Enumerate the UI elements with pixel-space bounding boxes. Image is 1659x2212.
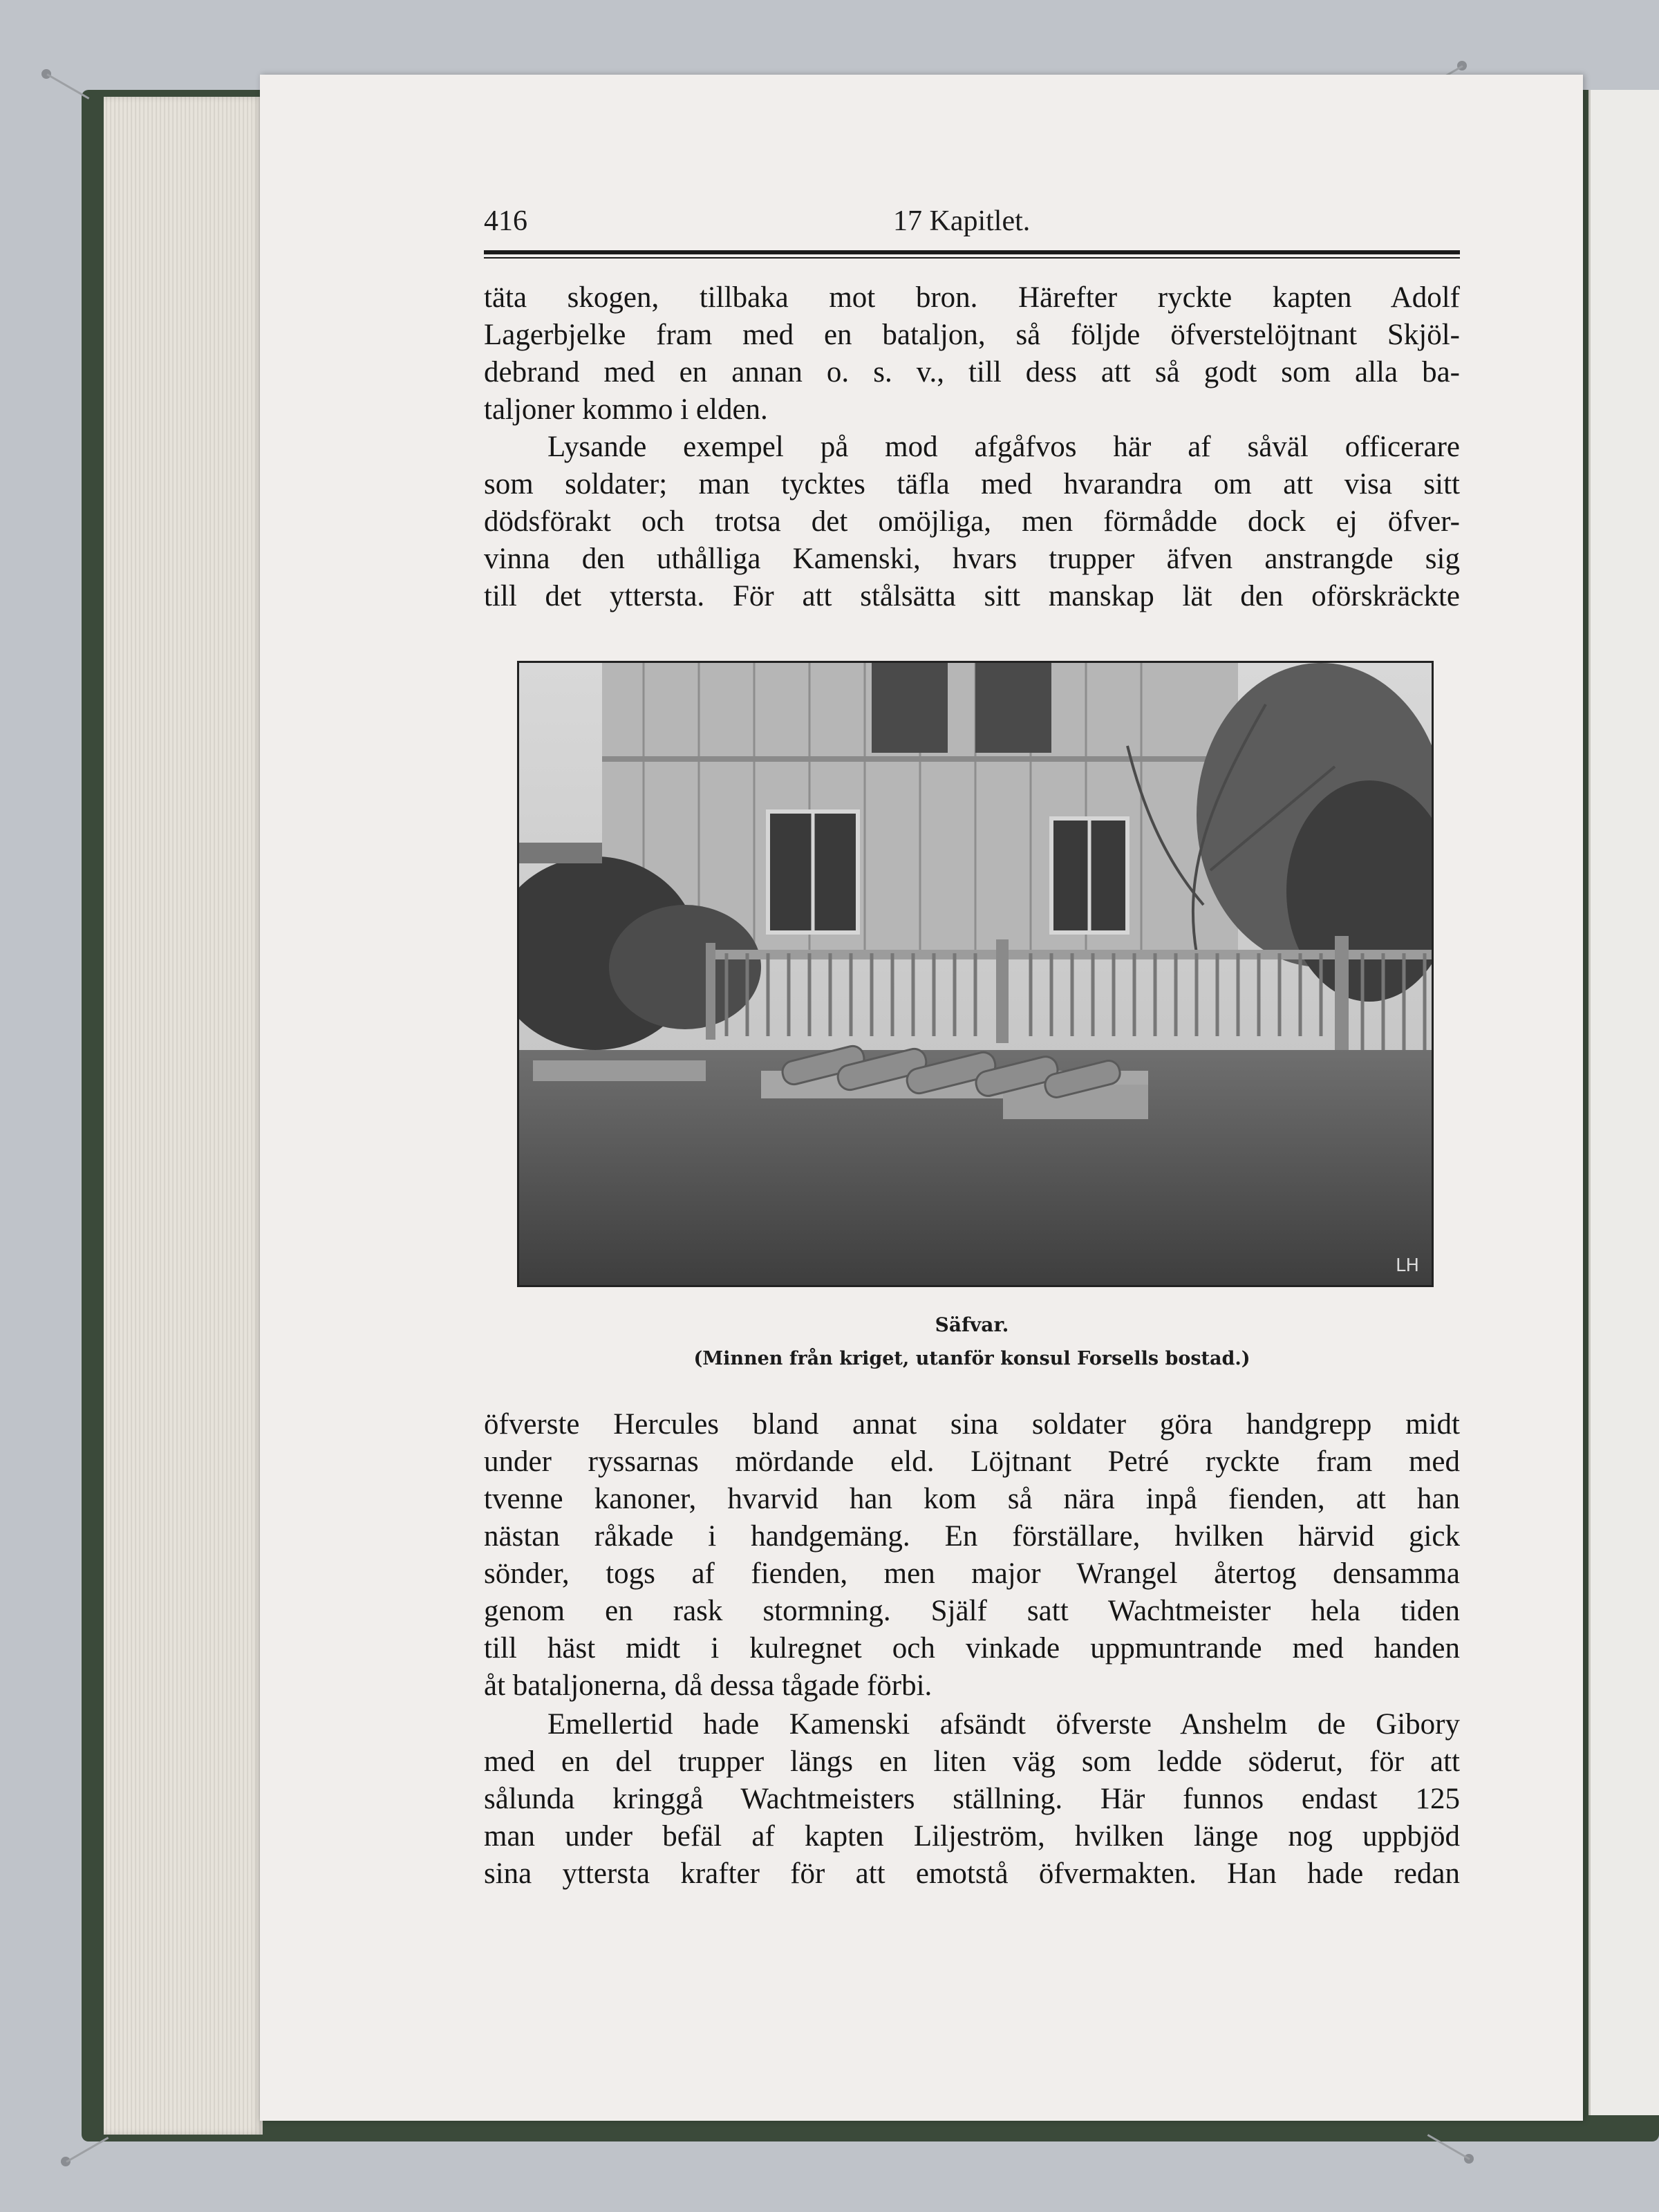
text-line: debrand med en annan o. s. v., till dess att så godt som alla ba- bbox=[484, 356, 1460, 388]
chapter-title: 17 Kapitlet. bbox=[893, 205, 1031, 237]
text-line: sina yttersta krafter för att emotstå öfvermakten. Han hade redan bbox=[484, 1857, 1460, 1890]
paragraph-2 bbox=[484, 429, 1460, 615]
text-line: nästan råkade i handgemäng. En förställare, hvilken härvid gick bbox=[484, 1520, 1460, 1553]
text-line: som soldater; man tycktes täfla med hvarandra om att visa sitt bbox=[484, 468, 1460, 500]
text-line: åt bataljonerna, då dessa tågade förbi. bbox=[484, 1669, 932, 1702]
text-line: Lysande exempel på mod afgåfvos här af såväl officerare bbox=[547, 431, 1460, 463]
header-rule bbox=[484, 250, 1460, 254]
text-line: sålunda kringgå Wachtmeisters ställning. Här funnos endast 125 bbox=[484, 1783, 1460, 1815]
page-stack bbox=[104, 97, 263, 2135]
text-line: under ryssarnas mördande eld. Löjtnant Petré ryckte fram med bbox=[484, 1445, 1460, 1478]
figure-caption: (Minnen från kriget, utanför konsul Forsells bostad.) bbox=[693, 1348, 1250, 1369]
next-page-edge bbox=[1588, 90, 1659, 2115]
pin-icon bbox=[1464, 2154, 1474, 2164]
running-header bbox=[484, 200, 1460, 249]
pin-icon bbox=[61, 2157, 71, 2166]
text-line: genom en rask stormning. Själf satt Wachtmeister hela tiden bbox=[484, 1595, 1460, 1627]
photo-monogram: LH bbox=[1396, 1255, 1420, 1276]
text-line: med en del trupper längs en liten väg som ledde söderut, för att bbox=[484, 1745, 1460, 1778]
text-line: Lagerbjelke fram med en bataljon, så följde öfverstelöjtnant Skjöl- bbox=[484, 319, 1460, 351]
text-line: tvenne kanoner, hvarvid han kom så nära inpå fienden, att han bbox=[484, 1483, 1460, 1515]
photograph-cannons bbox=[517, 661, 1434, 1287]
paragraph-4 bbox=[484, 1706, 1460, 1893]
text-line: sönder, togs af fienden, men major Wrangel återtog densamma bbox=[484, 1557, 1460, 1590]
pin-icon bbox=[41, 69, 51, 79]
figure-title: Säfvar. bbox=[935, 1313, 1009, 1336]
text-line: dödsförakt och trotsa det omöjliga, men förmådde dock ej öfver- bbox=[484, 505, 1460, 538]
paragraph-1 bbox=[484, 279, 1460, 429]
header-rule-thin bbox=[484, 257, 1460, 259]
text-line: Emellertid hade Kamenski afsändt öfverste Anshelm de Gibory bbox=[547, 1708, 1460, 1741]
text-line: vinna den uthålliga Kamenski, hvars trupper äfven anstrangde sig bbox=[484, 543, 1460, 575]
page-number: 416 bbox=[484, 205, 527, 237]
text-line: till det yttersta. För att stålsätta sitt manskap lät den oförskräckte bbox=[484, 580, 1460, 612]
text-line: öfverste Hercules bland annat sina soldater göra handgrepp midt bbox=[484, 1408, 1460, 1441]
pin-icon bbox=[1457, 61, 1467, 71]
text-line: man under befäl af kapten Liljeström, hvilken länge nog uppbjöd bbox=[484, 1820, 1460, 1853]
text-line: till häst midt i kulregnet och vinkade uppmuntrande med handen bbox=[484, 1632, 1460, 1665]
text-line: taljoner kommo i elden. bbox=[484, 393, 768, 426]
text-line: täta skogen, tillbaka mot bron. Härefter ryckte kapten Adolf bbox=[484, 281, 1460, 314]
paragraph-3 bbox=[484, 1406, 1460, 1705]
